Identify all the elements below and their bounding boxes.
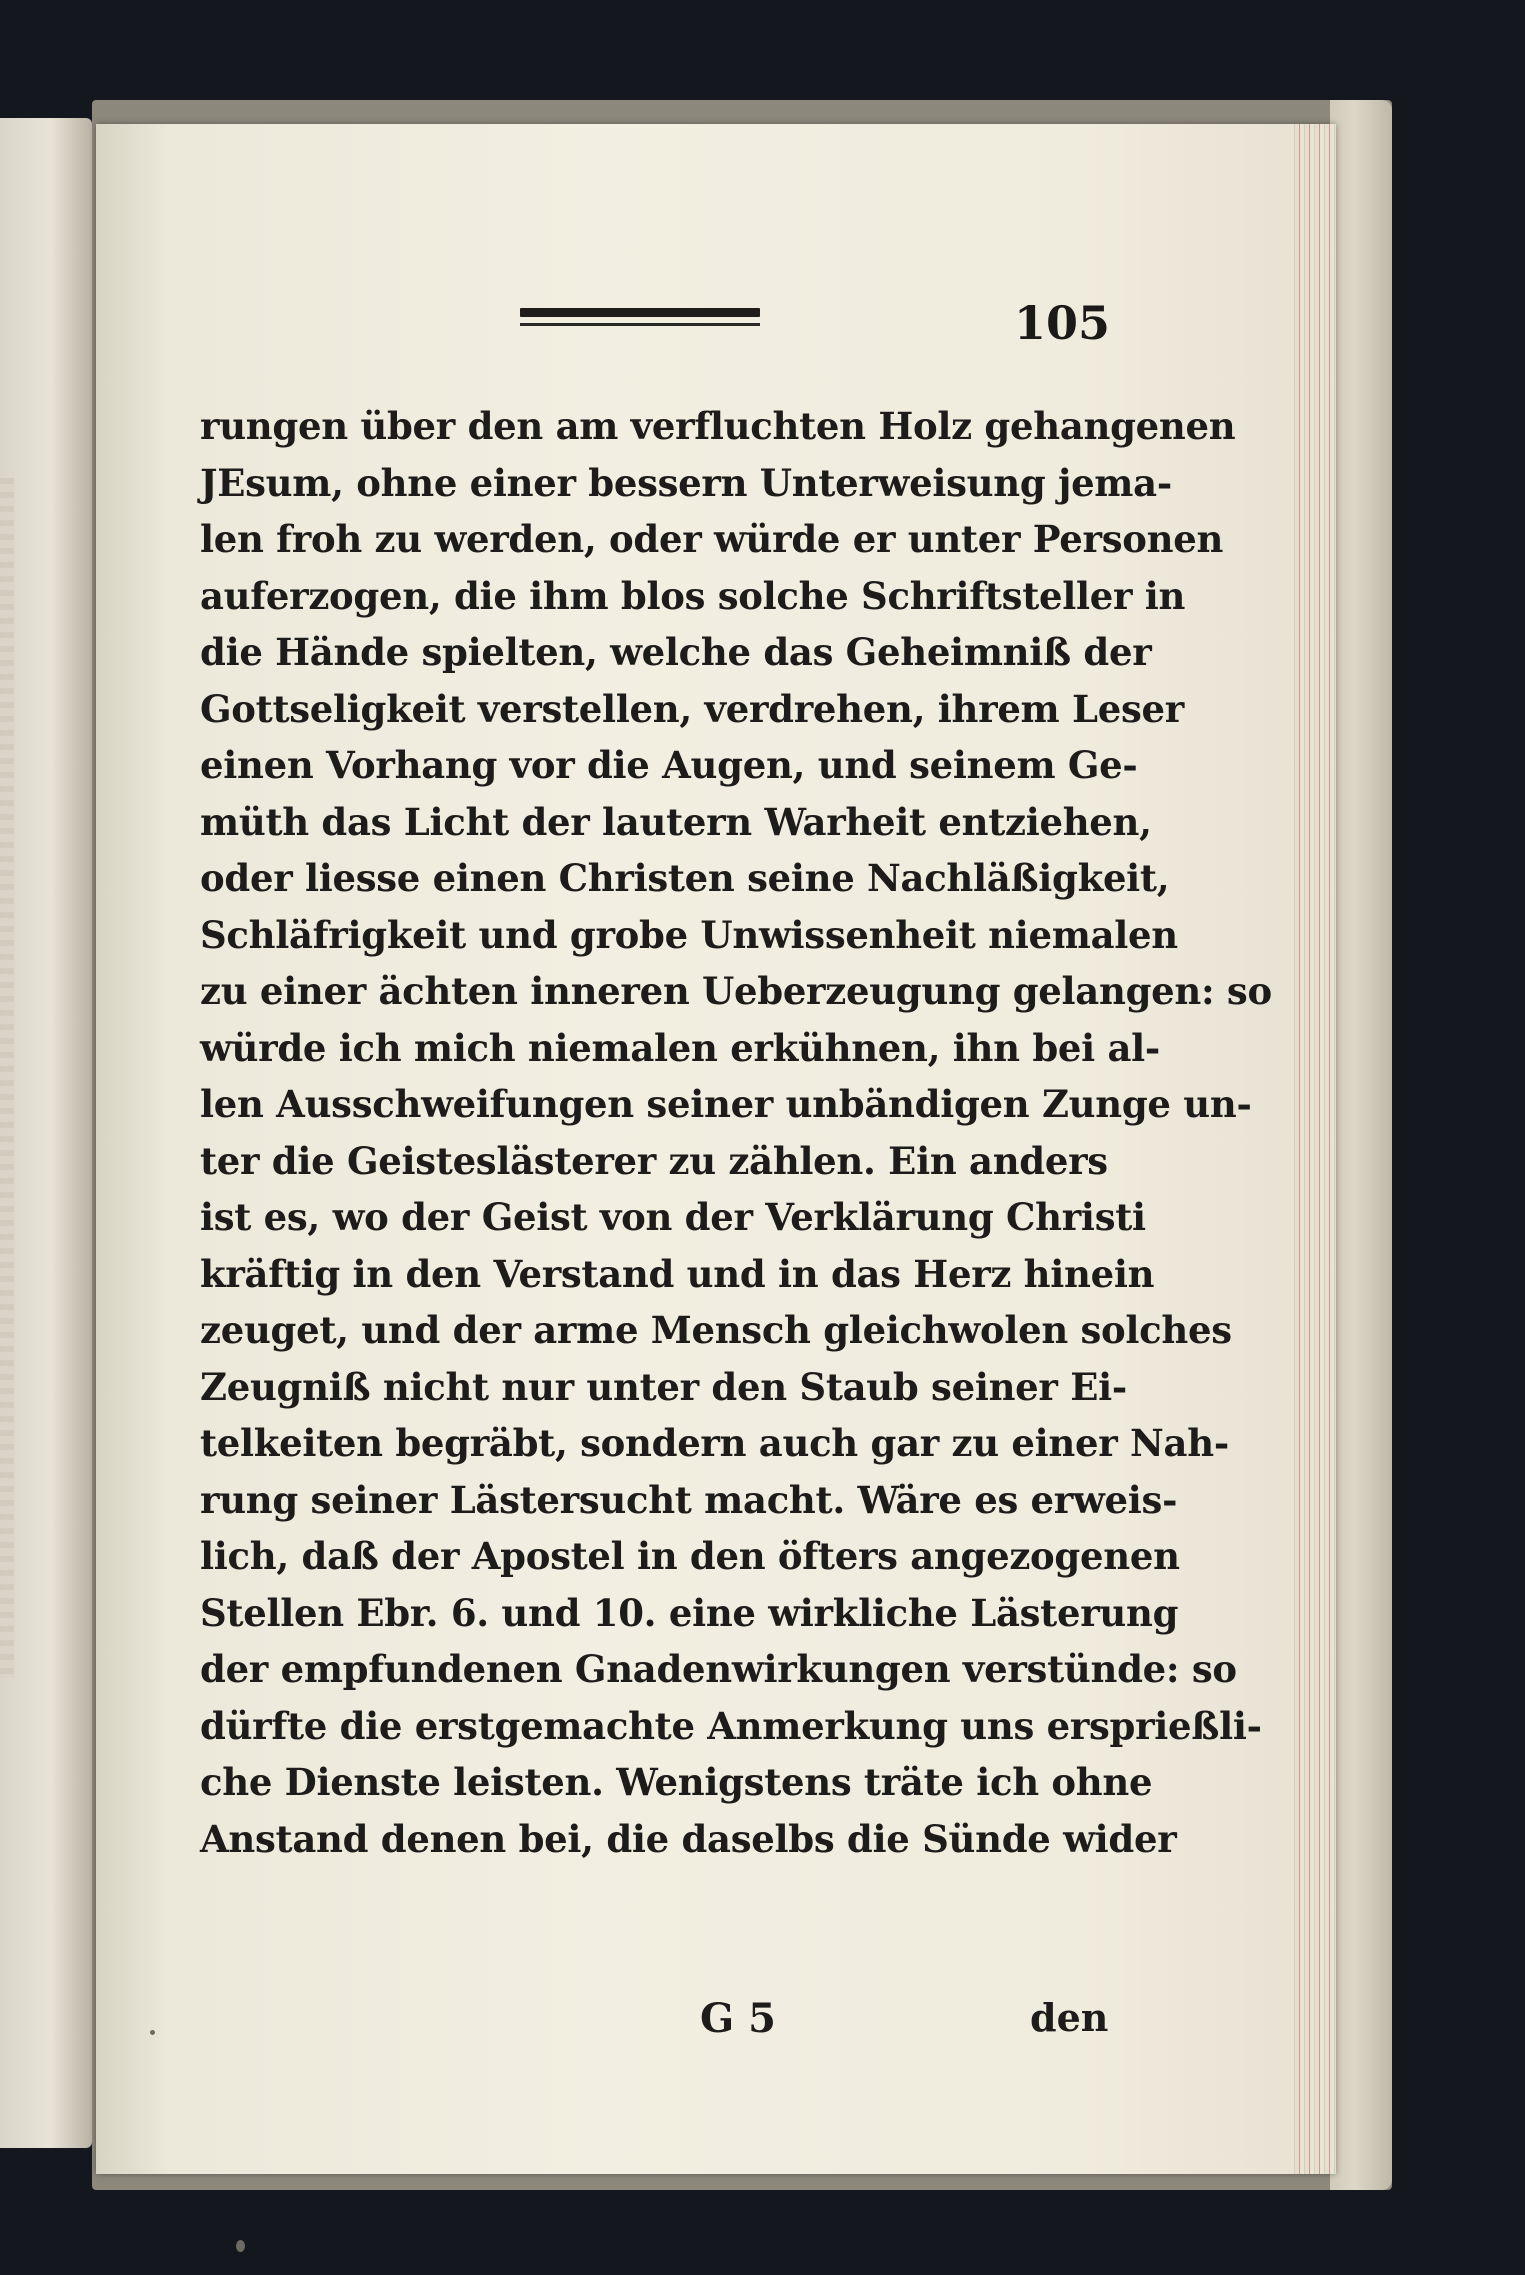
text-line: lich, daß der Apostel in den öfters angezogenen — [200, 1534, 1180, 1578]
text-line: che Dienste leisten. Wenigstens träte ich ohne — [200, 1760, 1153, 1804]
facing-page-text-bleed — [0, 478, 14, 1678]
paper-speck — [150, 2030, 155, 2035]
text-line: der empfundenen Gnadenwirkungen verstünde: so — [200, 1647, 1237, 1691]
text-line: rungen über den am verfluchten Holz gehangenen — [200, 404, 1236, 448]
book-board-edge — [1330, 100, 1392, 2190]
page-fore-edge — [1290, 124, 1336, 2174]
text-line: rung seiner Lästersucht macht. Wäre es erweis- — [200, 1477, 1178, 1522]
header-rule-thick — [520, 308, 760, 317]
text-line: die Hände spielten, welche das Geheimniß der — [200, 630, 1152, 674]
text-line: würde ich mich niemalen erkühnen, ihn bei al- — [200, 1025, 1160, 1070]
text-line: Zeugniß nicht nur unter den Staub seiner Ei- — [200, 1364, 1127, 1409]
header-rule-thin — [520, 323, 760, 326]
text-line: len Ausschweifungen seiner unbändigen Zunge un- — [200, 1082, 1252, 1126]
text-line: einen Vorhang vor die Augen, und seinem Ge- — [200, 743, 1138, 787]
text-line: auferzogen, die ihm blos solche Schriftsteller in — [200, 573, 1186, 618]
text-line: Gottseligkeit verstellen, verdrehen, ihrem Leser — [200, 686, 1184, 731]
text-line: ist es, wo der Geist von der Verklärung Christi — [200, 1195, 1146, 1239]
text-line: zeuget, und der arme Mensch gleichwolen solches — [200, 1308, 1232, 1352]
text-line: len froh zu werden, oder würde er unter Personen — [200, 517, 1224, 561]
text-line: telkeiten begräbt, sondern auch gar zu einer Nah- — [200, 1421, 1229, 1465]
catchword: den — [1030, 1995, 1109, 2040]
facing-page-edge — [0, 118, 92, 2148]
page-number: 105 — [1013, 296, 1110, 350]
text-line: JEsum, ohne einer bessern Unterweisung jema- — [200, 460, 1172, 505]
text-line: oder liesse einen Christen seine Nachläßigkeit, — [200, 856, 1170, 900]
text-line: dürfte die erstgemachte Anmerkung uns ersprießli- — [200, 1703, 1262, 1748]
text-line: ter die Geisteslästerer zu zählen. Ein anders — [200, 1138, 1108, 1183]
paper-speck — [236, 2240, 245, 2252]
text-line: Stellen Ebr. 6. und 10. eine wirkliche Lästerung — [200, 1590, 1179, 1635]
text-line: Anstand denen bei, die daselbs die Sünde wider — [200, 1816, 1177, 1861]
text-line: kräftig in den Verstand und in das Herz hinein — [200, 1251, 1155, 1296]
header-rule — [520, 308, 760, 326]
text-line: müth das Licht der lautern Warheit entziehen, — [200, 799, 1152, 844]
signature-mark: G 5 — [700, 1995, 776, 2042]
body-text — [200, 398, 1272, 1867]
text-line: zu einer ächten inneren Ueberzeugung gelangen: so — [200, 969, 1272, 1013]
text-line: Schläfrigkeit und grobe Unwissenheit niemalen — [200, 912, 1178, 957]
